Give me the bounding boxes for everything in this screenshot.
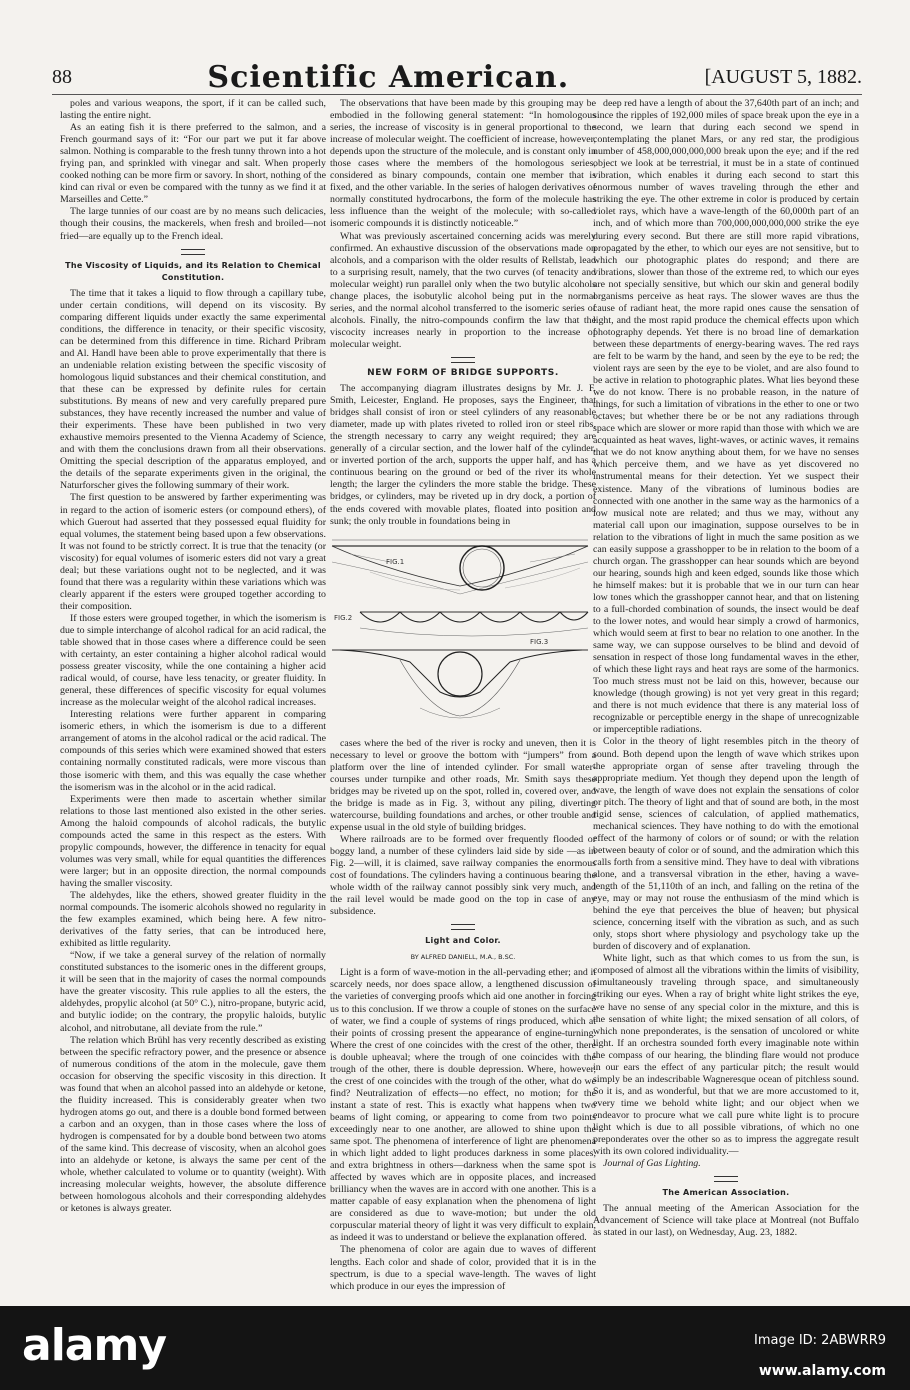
paragraph: As an eating fish it is there preferred to the salmon, and a French gourmand says of it: “For our part we put it far above salmon. Nothing is comparable to the fresh tunny thrown into a hot frying pan, and sprinkled with vinegar and salt. When properly cooked nothing can be more firm or savory. In short, nothing of the kind can rival or even be compared with the tunny as we find it at Marseilles and Cette.”: [60, 122, 326, 206]
section-divider: [714, 1176, 738, 1182]
section-divider: [451, 357, 475, 363]
page-header: [52, 60, 862, 95]
article-heading-association: The American Association.: [662, 1188, 790, 1198]
paragraph: cases where the bed of the river is rocky and uneven, then it is necessary to level or groove the bottom with “jumpers” from a platform over the line of intended cylinder. For small water-courses under turnpike and other roads, Mr. Smith says these bridges may be riveted up on the spot, rolled in, covered over, and the bridge is made as in Fig. 3, without any piling, diverting watercourse, building foundations and arches, or other trouble and expense usual in the old style of building bridges.: [330, 737, 596, 833]
fig-1-drawing: [332, 540, 588, 594]
article-byline: BY ALFRED DANIELL, M.A., B.SC.: [410, 953, 516, 962]
paragraph: Where railroads are to be formed over frequently flooded or boggy land, a number of these cylinders laid side by side —as in Fig. 2—will, it is claimed, save railway companies the enormous cost of foundations. The cylinders having a continuous bearing the whole width of the railway cannot possibly sink very much, and the rail level would be made good on the top in case of any subsidence.: [330, 833, 596, 918]
section-divider: [451, 924, 475, 930]
paragraph: poles and various weapons, the sport, if it can be called such, lasting the entire night.: [60, 98, 326, 122]
column-1: [60, 98, 326, 1215]
paragraph: Light is a form of wave-motion in the all-pervading ether; and it scarcely needs, nor does space allow, a lengthened discussion of the varieties of converging proofs which aid one another in forcing us to this conclusion. If we throw a couple of stones on the surface of water, we find a couple of systems of rings produced, which at their points of crossing present the appearance of engine-turning. Where the crest of one coincides with the crest of the other, there is double upheaval; where the trough of one coincides with the trough of the other, there is double depression. Where, however, the crest of one coincides with the trough of the other, what do we find? Neutralization of effects—no effect, no motion; for the instant a state of rest. This is exactly what happens when two beams of light coming, or appearing to come from two points exceedingly near to one another, are allowed to shine upon the same spot. The phenomena of interference of light are phenomena in which light added to light produces darkness in some places, and extra brightness in others—darkness when the same spot is affected by waves which are in opposite places, and increased brilliancy when the waves are in accord with one another. This is a matter capable of easy explanation when the phenomena of light are considered as due to wave-motion; but under the old corpuscular material theory of light it was very difficult to explain, as indeed it was to understand or believe the explanation offered.: [330, 967, 596, 1244]
column-2: [330, 98, 596, 1293]
paragraph: The observations that have been made by this grouping may be embodied in the following general statement: “In homologous series, the increase of viscosity is in general proportional to the increase of molecular weight. The coefficient of increase, however, depends upon the structure of the molecule, and is constant only in those cases where the members of the homologous series, considered as binary compounds, contain one member that is fixed, and the other variable. In the series of halogen derivatives of normally constituted hydrocarbons, the form of the molecule has less influence than the weight of the molecule; with so-called isomeric compounds it is distinctly noticeable.”: [330, 98, 596, 230]
paragraph: Color in the theory of light resembles pitch in the theory of sound. Both depend upon the length of wave which strikes upon the appropriate organ of sense after traveling through the appropriate medium. Yet though they depend upon the length of wave, the length of wave does not explain the sensations of color or pitch. The theory of light and that of sound are both, in the most rigid sense, sciences of calculation, of applied mathematics, mechanical sciences. They have nothing to do with the emotional effect of the harmony of colors or of sound; or with the relation between beauty of color or of sound, and the admiration which this calls forth from a sensitive mind. They have to deal with vibrations alone, and a transversal vibration in the ether, having a wave-length of the 51,110th of an inch, and falling on the retina of the eye, may or may not rouse the enthusiasm of the mind which is behind the eye that perceives the blue of heaven; but physical science, concerning itself with the vibration as such, and as such only, stops short where physiology and psychology take up the burden of discovery and of explanation.: [593, 736, 859, 953]
section-divider: [181, 249, 205, 255]
stock-banner: [0, 1306, 910, 1390]
paragraph: Interesting relations were further apparent in comparing isomeric ethers, in which the isomerism is due to a different arrangement of atoms in the alcohol radical or the acid radical. The compounds of this series which were examined showed that esters containing normally constituted radicals, were more viscous than those isomeric with them, and this was equally the case whether the isomerism was in the alcohol or in the acid radical.: [60, 709, 326, 793]
paragraph: The large tunnies of our coast are by no means such delicacies, though their cousins, the mackerels, when fresh and broiled—not fried—are equally up to the French ideal.: [60, 206, 326, 242]
paragraph: What was previously ascertained concerning acids was merely confirmed. An exhaustive discussion of the observations made on alcohols, and a comparison with the older results of Rellstab, lead to a surprising result, namely, that the two curves (of tenacity and molecular weight) run parallel only when the two butylic alcohols change places, the isobutylic alcohol being put in the normal series, and the normal alcohol transferred to the isomeric series of alcohols. Finally, the nitro-compounds confirm the law that the viscocity increases nearly in proportion to the increase of molecular weight.: [330, 230, 596, 350]
masthead-title: Scientific American.: [207, 59, 570, 95]
article-heading-viscosity: The Viscosity of Liquids, and its Relation to Chemical Constitution.: [65, 260, 321, 282]
article-heading-bridge: NEW FORM OF BRIDGE SUPPORTS.: [367, 367, 559, 378]
bridge-diagram: [330, 532, 592, 732]
paragraph: The first question to be answered by farther experimenting was in regard to the action of isomeric esters (or compound ethers), of which Guerout had asserted that they possessed equal fluidity for equal volumes, the statement being based upon a few observations. It was not found to be strictly correct. It is true that the tenacity (or viscosity) for equal volumes of isomeric esters did not vary a great deal; but these variations ought not to be neglected, and it was found that there was a regularity within these variations which was clearly apparent if the esters were grouped together according to their composition.: [60, 492, 326, 612]
fig-2-drawing: [334, 612, 588, 636]
paragraph: deep red have a length of about the 37,640th part of an inch; and since the ripples of 192,000 miles of space break upon the eye in a second, we learn that during each second we spend in contemplating the planet Mars, or any red star, the prodigious number of 458,000,000,000,000 break upon the eye; and if the red object we look at be terrestrial, it must be in a state of continued vibration, which enables it during each second to start this enormous number of waves traveling through the ether and striking the eye. The other extreme in color is produced by certain violet rays, which have a wave-length of the 60,000th part of an inch, and of which more than 700,000,000,000,000 strike the eye during every second. But there are still more rapid vibrations, propagated by the ether, to which our eyes are not sensitive, but to which our photographic plates do respond; and there are vibrations, slower than those of the extreme red, to which our eyes are not specially sensitive, but which our skin and general bodily organisms perceive as heat rays. The slower waves are thus the cause of radiant heat, the more rapid ones cause the sensation of light, and the most rapid produce the chemical effects upon which photography depends. Yet there is no broad line of demarkation between these departments of energy-bearing waves. The red rays are felt to be warm by the hand, and seen by the eye to be red; the violent rays are seen by the eye to be violet, and are also found to be active in relation to photographic plates. What lies beyond these we do not know. There is no probable reason, in the nature of things, for such a limitation of vibrations in the ether to one or two octaves; but whether there be or be not any radiations through space which are slower or more rapid than those with which we are acquainted as heat waves, light-waves, or actinic waves, it remains that we do not know anything about them, for we have no senses which perceive them, and we have as yet discovered no instrumental means for their detection. Yet we suspect their existence. Many of the vibrations of luminous bodies are connected with one another in the same way as the harmonics of a low musical note are related; and thus we may, without any material call upon our imagination, suppose ourselves to be in relation to the vibrations of light in much the same position as we can easily suppose a grasshopper to be in relation to the boom of a church organ. The grasshopper can hear sounds which are beyond our hearing, sounds high and keen edged, sounds like those which he himself makes: but it is probable that we in our turn can hear low tones which the grasshopper cannot hear, and that on listening to a full-chorded combination of sounds, the insect would be deaf to the lower notes, and would hear simply a crowd of harmonics, which would seem at first to bear no relation to one another. In the same way, we can suppose ourselves to be blind and devoid of sensation in respect of those long fundamental waves in the ether, of which these light rays and heat rays are some of the harmonics. Too much stress must not be laid on this, however, because our knowledge (though growing) is not yet very great in this regard; and there is not much evidence that there is any material loss of recognizable or perceptible energy in the shape of unrecognizable or imperceptible radiations.: [593, 98, 859, 736]
fig-3-label: FIG.3: [530, 637, 549, 646]
article-heading-light: Light and Color.: [425, 936, 501, 946]
paragraph: The time that it takes a liquid to flow through a capillary tube, under certain conditions, will depend on its viscosity. By comparing different liquids under exactly the same experimental conditions, the difference in tenacity, or their specific viscosity, can be determined from this difference in time. Richard Pribram and Al. Handl have been able to prove experimentally that there is an undeniable relation existing between the specific viscosity of homologous liquid substances and their chemical constitution, and that these can be expressed by definite rules for certain substitutions. By means of new and very carefully prepared pure substances, they have recently increased the number and value of their experiments. These have been published in two very exhaustive memoirs presented to the Vienna Academy of Science, and with them the conclusions drawn from all their observations. Omitting the special description of the apparatus employed, and the details of the separate experiments given in the original, the Naturforscher gives the following summary of their work.: [60, 287, 326, 492]
paragraph: The annual meeting of the American Association for the Advancement of Science will take place at Montreal (not Buffalo as stated in our last), on Wednesday, Aug. 23, 1882.: [593, 1203, 859, 1239]
page-number: 88: [52, 65, 72, 88]
banner-info: [754, 1326, 886, 1386]
paragraph: White light, such as that which comes to us from the sun, is composed of almost all the vibrations within the limits of visibility, simultaneously traveling through space, and simultaneously striking our eyes. When a ray of bright white light strikes the eye, we have no sense of any special color in the mixture, and this is the sensation of white light; the mixed sensation of all colors, of which none preponderates, is the sensation of uncolored or white light. If an orchestra sounded forth every imaginable note within the compass of our hearing, the blinding flare would not produce in our ears the effect of any particular pitch; the result would simply be an indescribable Wagneresque ocean of pitchless sound. So it is, and as wonderful, but that we are more accustomed to it, every time we behold white light; and our object when we endeavor to procure what we call pure white light is to procure light which is due to all possible vibrations, of which no one preponderates over the other so as to impress the aggregate result with its own colored individuality.—: [593, 953, 859, 1158]
paragraph: Experiments were then made to ascertain whether similar relations to those last mentioned also existed in the other series. Among the haloid compounds of alcohol radicals, the butylic compounds acted the same in this respect as the esters. With propylic compounds, however, the difference in tenacity for equal volumes was very small, while for equal quantities the differences were larger; but in an opposite direction, the normal compounds having the smaller viscosity.: [60, 793, 326, 889]
article-credit: Journal of Gas Lighting.: [603, 1158, 701, 1170]
paragraph: The aldehydes, like the ethers, showed greater fluidity in the normal compounds. The isomeric alcohols showed no regularity in the few examples examined, which being here. A few nitro-derivatives of the fatty series, that can be introduced here, exhibited as little regularity.: [60, 890, 326, 950]
column-3: [593, 98, 859, 1239]
issue-date: [AUGUST 5, 1882.: [704, 65, 862, 88]
fig-2-label: FIG.2: [334, 613, 353, 622]
alamy-logo: alamy: [22, 1320, 166, 1371]
fig-3-drawing: [332, 638, 588, 718]
bridge-figure: [330, 532, 592, 732]
site-url[interactable]: www.alamy.com: [758, 1363, 886, 1379]
paragraph: The accompanying diagram illustrates designs by Mr. J. F. Smith, Leicester, England. He proposes, says the Engineer, that bridges shall consist of iron or steel cylinders of any reasonable diameter, made up with plates riveted to rolled iron or steel ribs, the strength necessary to carry any weight required; they are generally of a circular section, and the lower half of the cylinder, or inverted portion of the arch, supports the upper half, and has a continuous bearing on the ground or bed of the river its whole length; the larger the cylinders the more stable the bridge. These bridges, or cylinders, may be riveted up in dry dock, a portion of the ends covered with movable plates, floated into position and sunk; the only trouble in foundations being in: [330, 383, 596, 527]
paragraph: If those esters were grouped together, in which the isomerism is due to simple interchange of alcohol radical for an acid radical, the table showed that in those cases where a difference could be seen with certainty, an ester containing a higher alcohol radical would possess greater viscosity, while the one containing a higher acid radical would, of course, have less tenacity, or greater fluidity. In general, these differences of specific viscosity for equal volumes increase as the molecular weight of the alcohol radical increases.: [60, 612, 326, 709]
fig-1-label: FIG.1: [386, 557, 405, 566]
paragraph: The relation which Brühl has very recently described as existing between the specific refractory power, and the presence or absence of numerous conditions of the atom in the molecule, gave them occasion for observing the specific viscosity in this direction. It was found that when an alcohol passed into an aldehyde or ketone, the fluidity increased. This is considerably greater when two hydrogen atoms go out, and there is a double bond formed between a carbon and an oxygen, than in those cases where the loss of hydrogen is compensated for by a double bond between two atoms of the same kind. This decrease of viscosity, when an alcohol goes into an aldehyde or ketone, is always the same per cent of the whole, whether calculated to volume or to quantity (weight). With increasing molecular weights, however, the absolute difference between homologous alcohols and their corresponding aldehydes or ketones is always greater.: [60, 1034, 327, 1215]
paragraph: “Now, if we take a general survey of the relation of normally constituted substances to the isomeric ones in the different groups, it will be seen that in the majority of cases the normal compounds have the greater viscosity. This rule applies to all the esters, the aldehydes, propylic alcohol (at 50° C.), nitro-propane, butyric acid, and butylic iodide; on the contrary, the propylic haloids, butylic alcohol, and nitrobutane, all deviate from the rule.”: [60, 950, 326, 1034]
paragraph: The phenomena of color are again due to waves of different lengths. Each color and shade of color, provided that it is in the spectrum, is due to a special wave-length. The waves of light which produce in our eyes the impression of: [330, 1244, 596, 1292]
image-id: Image ID: 2ABWRR9: [753, 1333, 886, 1348]
